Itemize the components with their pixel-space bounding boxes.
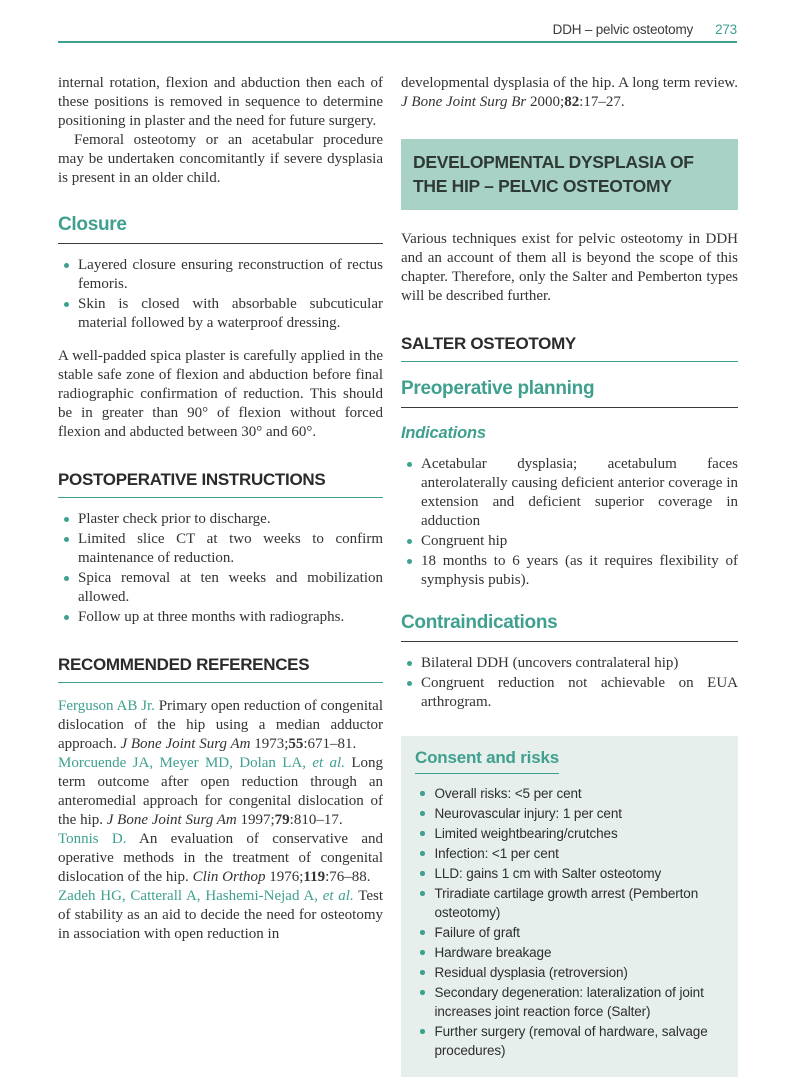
consent-bullet-list	[415, 784, 724, 1060]
two-column-layout	[58, 74, 737, 1077]
postoperative-bullet-list	[58, 510, 383, 627]
bullet-item: Limited weightbearing/crutches	[415, 824, 724, 843]
bullet-dot-icon	[420, 811, 425, 816]
closure-bullet-list	[58, 256, 383, 333]
contraindications-bullet-list	[401, 654, 738, 712]
paragraph-various-techniques: Various techniques exist for pelvic osteotomy in DDH and an account of them all is beyond the scope of this chapter. Therefore, only the Salter and Pemberton types will be described further.	[401, 231, 738, 304]
bullet-item: Layered closure ensuring reconstruction of rectus femoris.	[58, 256, 383, 294]
bullet-item: 18 months to 6 years (as it requires flexibility of symphysis pubis).	[401, 552, 738, 590]
reference-list	[58, 697, 383, 944]
reference-item: Ferguson AB Jr. Primary open reduction of congenital dislocation of the hip using a median adductor approach. J Bone Joint Surg Am 1973;55:671–81.	[58, 698, 383, 752]
paragraph-spica-plaster: A well-padded spica plaster is carefully applied in the stable safe zone of flexion and abduction before final radiographic confirmation of reduction. This should be in greater than 90° of flexion without forced flexion and abducted between 30° and 60°.	[58, 348, 383, 440]
bullet-dot-icon	[64, 615, 69, 620]
section-banner-ddh-pelvic-osteotomy: DEVELOPMENTAL DYSPLASIA OF THE HIP – PELVIC OSTEOTOMY	[401, 139, 738, 210]
bullet-item: Triradiate cartilage growth arrest (Pemberton osteotomy)	[415, 884, 724, 922]
bullet-item: Congruent hip	[401, 532, 738, 551]
bullet-dot-icon	[64, 302, 69, 307]
bullet-dot-icon	[407, 462, 412, 467]
right-column	[401, 74, 738, 1077]
consent-and-risks-box	[401, 736, 738, 1077]
bullet-item: Overall risks: <5 per cent	[415, 784, 724, 803]
indications-bullet-list	[401, 455, 738, 590]
bullet-dot-icon	[420, 1029, 425, 1034]
bullet-dot-icon	[407, 559, 412, 564]
bullet-item: Acetabular dysplasia; acetabulum faces anterolaterally causing deficient anterior coverage in extension and deficient superior coverage in adduction	[401, 455, 738, 531]
page-number: 273	[715, 22, 737, 37]
bullet-dot-icon	[420, 831, 425, 836]
bullet-dot-icon	[407, 539, 412, 544]
bullet-item: Further surgery (removal of hardware, salvage procedures)	[415, 1022, 724, 1060]
bullet-dot-icon	[407, 661, 412, 666]
left-column	[58, 74, 383, 1077]
page-header	[58, 0, 737, 43]
bullet-item: Hardware breakage	[415, 943, 724, 962]
bullet-item: Infection: <1 per cent	[415, 844, 724, 863]
bullet-item: Plaster check prior to discharge.	[58, 510, 383, 529]
paragraph-positioning: internal rotation, flexion and abduction then each of these positions is removed in sequence to determine positioning in plaster and the need for future surgery.	[58, 75, 383, 129]
bullet-dot-icon	[64, 263, 69, 268]
bullet-item: Congruent reduction not achievable on EUA arthrogram.	[401, 674, 738, 712]
bullet-item: Residual dysplasia (retroversion)	[415, 963, 724, 982]
bullet-dot-icon	[407, 681, 412, 686]
recommended-references-heading: RECOMMENDED REFERENCES	[58, 655, 383, 683]
indications-heading: Indications	[401, 424, 486, 442]
postoperative-instructions-heading: POSTOPERATIVE INSTRUCTIONS	[58, 470, 383, 498]
bullet-item: Follow up at three months with radiographs.	[58, 608, 383, 627]
reference-item: Tonnis D. An evaluation of conservative and operative methods in the treatment of congenital dislocation of the hip. Clin Orthop 1976;119:76–88.	[58, 831, 383, 885]
bullet-item: LLD: gains 1 cm with Salter osteotomy	[415, 864, 724, 883]
running-title: DDH – pelvic osteotomy	[552, 22, 694, 37]
reference-item: Morcuende JA, Meyer MD, Dolan LA, et al. Long term outcome after open reduction through an anteromedial approach for congenital dislocation of the hip. J Bone Joint Surg Am 1997;79:810–17.	[58, 755, 383, 828]
bullet-dot-icon	[420, 990, 425, 995]
bullet-dot-icon	[64, 517, 69, 522]
bullet-item: Failure of graft	[415, 923, 724, 942]
bullet-dot-icon	[420, 970, 425, 975]
salter-osteotomy-heading: SALTER OSTEOTOMY	[401, 334, 738, 362]
bullet-dot-icon	[64, 537, 69, 542]
bullet-dot-icon	[420, 950, 425, 955]
bullet-dot-icon	[420, 871, 425, 876]
paragraph-reference-continuation: developmental dysplasia of the hip. A long term review. J Bone Joint Surg Br 2000;82:17–27.	[401, 75, 738, 110]
consent-and-risks-heading: Consent and risks	[415, 748, 559, 774]
bullet-dot-icon	[420, 891, 425, 896]
reference-item: Zadeh HG, Catterall A, Hashemi-Nejad A, et al. Test of stability as an aid to decide the need for osteotomy in association with open reduction in	[58, 888, 383, 942]
bullet-item: Spica removal at ten weeks and mobilization allowed.	[58, 569, 383, 607]
bullet-item: Secondary degeneration: lateralization of joint increases joint reaction force (Salter)	[415, 983, 724, 1021]
bullet-item: Bilateral DDH (uncovers contralateral hip)	[401, 654, 738, 673]
bullet-item: Limited slice CT at two weeks to confirm maintenance of reduction.	[58, 530, 383, 568]
paragraph-femoral-osteotomy: Femoral osteotomy or an acetabular procedure may be undertaken concomitantly if severe dysplasia is present in an older child.	[58, 132, 383, 186]
bullet-item: Skin is closed with absorbable subcuticular material followed by a waterproof dressing.	[58, 295, 383, 333]
contraindications-heading: Contraindications	[401, 612, 738, 642]
bullet-item: Neurovascular injury: 1 per cent	[415, 804, 724, 823]
bullet-dot-icon	[420, 930, 425, 935]
bullet-dot-icon	[64, 576, 69, 581]
preoperative-planning-heading: Preoperative planning	[401, 378, 738, 408]
bullet-dot-icon	[420, 791, 425, 796]
closure-heading: Closure	[58, 214, 383, 244]
bullet-dot-icon	[420, 851, 425, 856]
